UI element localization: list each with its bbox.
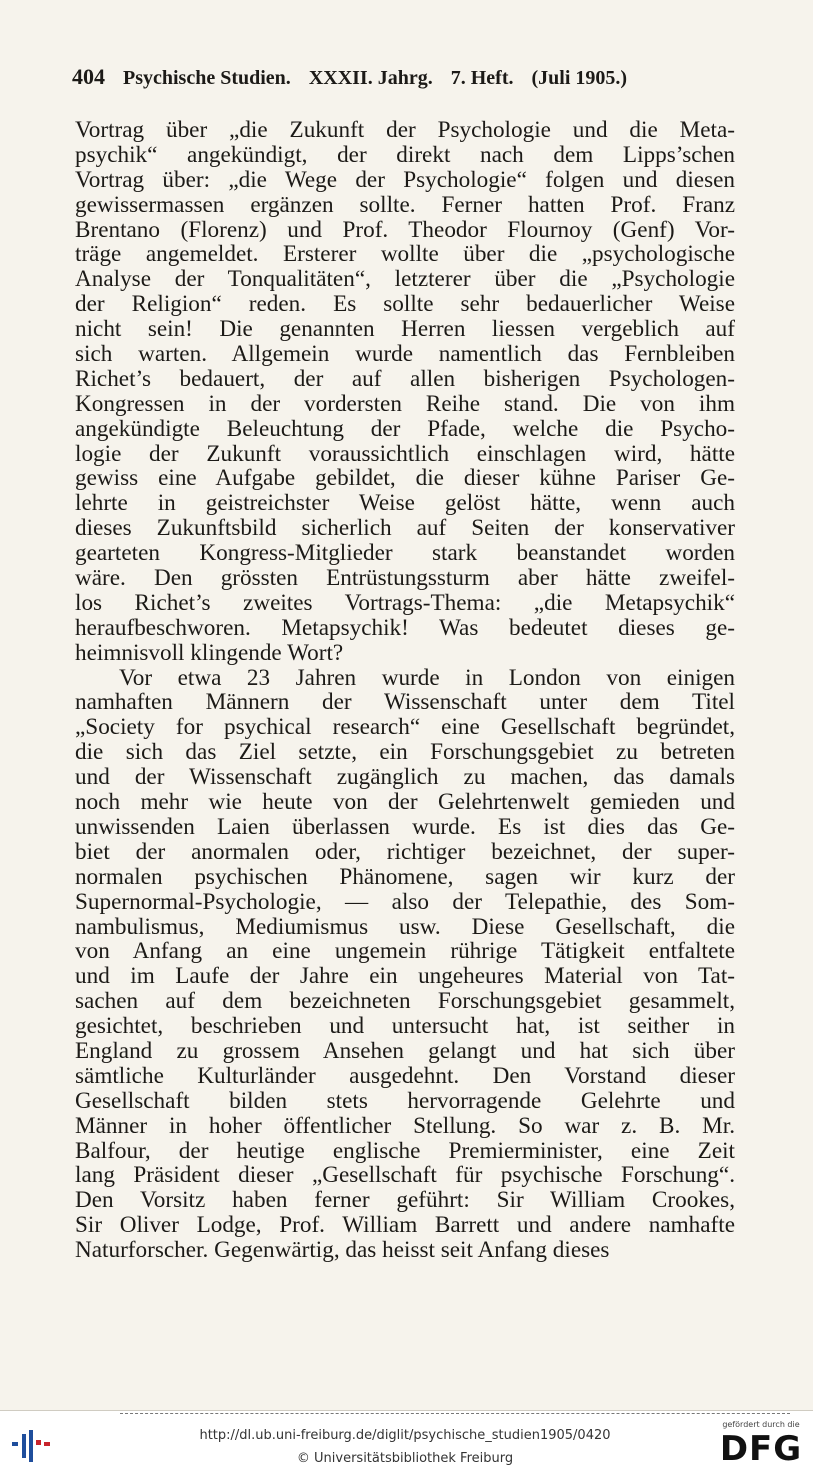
text-line: Den Vorsitz haben ferner geführt: Sir William Crookes, (75, 1188, 735, 1214)
page-number: 404 (72, 64, 105, 89)
copyright-notice: © Universitätsbibliothek Freiburg (296, 1451, 514, 1466)
text-line: Sir Oliver Lodge, Prof. William Barrett und andere namhafte (75, 1213, 735, 1239)
text-line: von Anfang an eine ungemein rührige Tätigkeit entfaltete (75, 939, 735, 965)
text-line: gewissermassen ergänzen sollte. Ferner hatten Prof. Franz (75, 192, 735, 218)
text-line: träge angemeldet. Ersterer wollte über die „psychologische (75, 242, 735, 268)
text-line: psychik“ angekündigt, der direkt nach dem Lipps’schen (75, 142, 735, 168)
text-line: wäre. Den grössten Entrüstungssturm aber hätte zweifel- (75, 566, 735, 591)
text-line: Richet’s bedauert, der auf allen bisherigen Psychologen- (75, 366, 735, 392)
text-line: Kongressen in der vordersten Reihe stand. Die von ihm (75, 391, 735, 417)
text-line: biet der anormalen oder, richtiger bezeichnet, der super- (75, 839, 735, 865)
text-line: die sich das Ziel setzte, ein Forschungsgebiet zu betreten (75, 740, 735, 766)
text-line: normalen psychischen Phänomene, sagen wir kurz der (75, 864, 735, 890)
footer-rule (120, 1413, 790, 1416)
dfg-logo: DFG (719, 1429, 803, 1469)
issue-date: (Juli 1905.) (531, 67, 628, 89)
text-line: Männer in hoher öffentlicher Stellung. So war z. B. Mr. (75, 1113, 735, 1139)
text-line: noch mehr wie heute von der Gelehrtenwelt gemieden und (75, 790, 735, 815)
text-line: lang Präsident dieser „Gesellschaft für psychische Forschung“. (75, 1163, 735, 1189)
text-line: Brentano (Florenz) und Prof. Theodor Flournoy (Genf) Vor- (75, 217, 735, 243)
text-line: los Richet’s zweites Vortrags-Thema: „die Metapsychik“ (75, 590, 735, 616)
text-line: Vortrag über „die Zukunft der Psychologie und die Meta- (75, 118, 735, 143)
text-line: Supernormal-Psychologie, — also der Telepathie, des Som- (75, 889, 735, 915)
library-logo-icon (10, 1428, 54, 1464)
text-line: sich warten. Allgemein wurde namentlich das Fernbleiben (75, 342, 735, 367)
text-line: sachen auf dem bezeichneten Forschungsgebiet gesammelt, (75, 989, 735, 1015)
text-line: der Religion“ reden. Es sollte sehr bedauerlicher Weise (75, 292, 735, 318)
dfg-tagline: gefördert durch die (722, 1420, 800, 1429)
text-line: dieses Zukunftsbild sicherlich auf Seiten der konservativer (75, 516, 735, 542)
text-line: gesichtet, beschrieben und untersucht hat, ist seither in (75, 1014, 735, 1039)
text-line: und der Wissenschaft zugänglich zu machen, das damals (75, 765, 735, 791)
text-line: lehrte in geistreichster Weise gelöst hätte, wenn auch (75, 491, 735, 517)
text-line: Gesellschaft bilden stets hervorragende Gelehrte und (75, 1088, 735, 1114)
source-url-link[interactable]: http://dl.ub.uni-freiburg.de/diglit/psychische_studien1905/0420 (199, 1428, 611, 1443)
running-header (72, 64, 732, 98)
text-line: heimnisvoll klingende Wort? (75, 640, 344, 666)
text-line: Vortrag über: „die Wege der Psychologie“ folgen und diesen (75, 167, 735, 193)
journal-title: Psychische Studien. (123, 67, 291, 89)
text-line: gearteten Kongress-Mitglieder stark beanstandet worden (75, 541, 735, 567)
text-line: Naturforscher. Gegenwärtig, das heisst seit Anfang dieses (75, 1238, 610, 1263)
text-line: unwissenden Laien überlassen wurde. Es ist dies das Ge- (75, 814, 735, 840)
text-line: logie der Zukunft voraussichtlich einschlagen wird, hätte (75, 441, 735, 467)
text-line: und im Laufe der Jahre ein ungeheures Material von Tat- (75, 964, 735, 990)
volume: XXXII. Jahrg. (308, 67, 433, 89)
text-line: nambulismus, Mediumismus usw. Diese Gesellschaft, die (75, 914, 735, 940)
body-text (75, 118, 735, 1263)
text-line: „Society for psychical research“ eine Gesellschaft begründet, (75, 715, 735, 741)
text-line: Balfour, der heutige englische Premierminister, eine Zeit (75, 1138, 735, 1164)
text-line: England zu grossem Ansehen gelangt und hat sich über (75, 1038, 735, 1064)
text-line: heraufbeschworen. Metapsychik! Was bedeutet dieses ge- (75, 615, 735, 641)
text-line: Analyse der Tonqualitäten“, letzterer über die „Psychologie (75, 267, 735, 293)
text-line: angekündigte Beleuchtung der Pfade, welche die Psycho- (75, 416, 735, 442)
text-line: nicht sein! Die genannten Herren liessen vergeblich auf (75, 317, 735, 343)
text-line: Vor etwa 23 Jahren wurde in London von einigen (119, 665, 735, 691)
text-line: sämtliche Kulturländer ausgedehnt. Den Vorstand dieser (75, 1063, 735, 1089)
text-line: gewiss eine Aufgabe gebildet, die dieser kühne Pariser Ge- (75, 466, 735, 492)
issue: 7. Heft. (450, 67, 514, 89)
text-line: namhaften Männern der Wissenschaft unter dem Titel (75, 690, 735, 716)
